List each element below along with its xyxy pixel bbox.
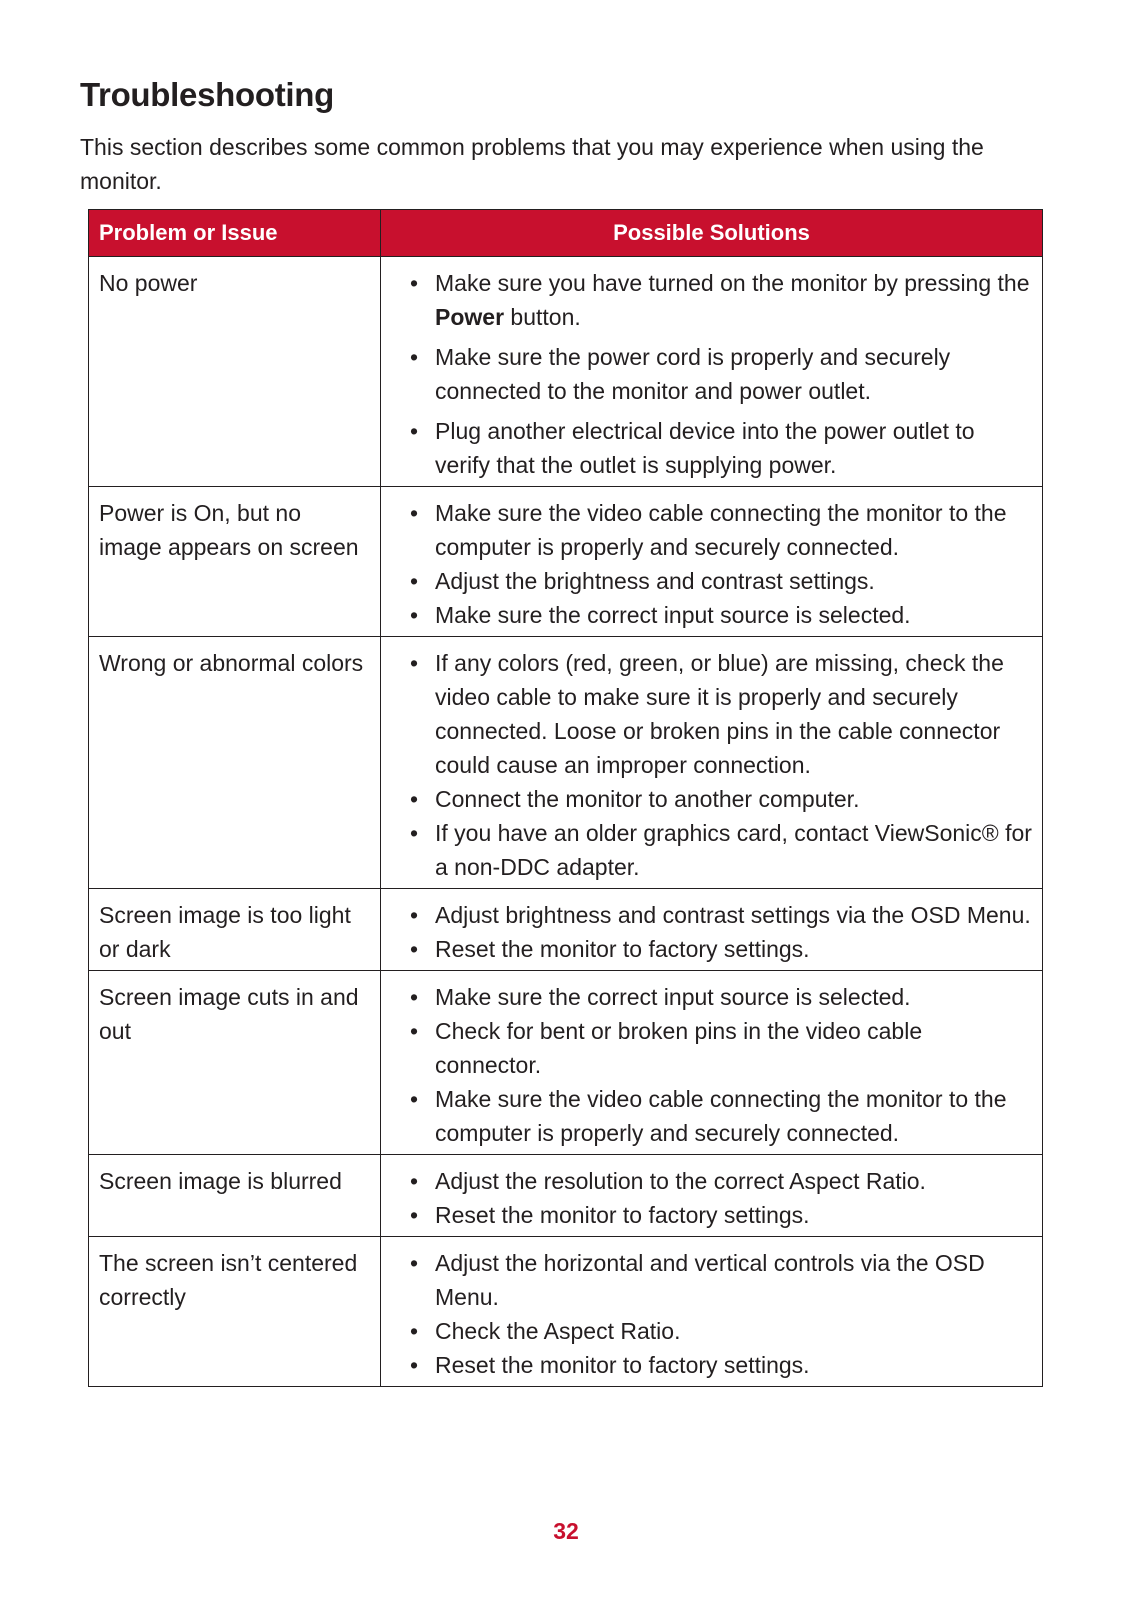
solution-item: • Reset the monitor to factory settings. xyxy=(391,932,1032,966)
header-problem: Problem or Issue xyxy=(89,210,381,257)
solution-list xyxy=(391,496,1032,632)
table-row xyxy=(89,487,1043,637)
table-row xyxy=(89,889,1043,971)
solution-list xyxy=(391,898,1032,966)
solutions-cell xyxy=(381,1237,1043,1387)
table-row xyxy=(89,971,1043,1155)
solution-item: • Adjust the horizontal and vertical controls via the OSD Menu. xyxy=(391,1246,1032,1314)
solution-item: • Make sure the video cable connecting the monitor to the computer is properly and securely connected. xyxy=(391,496,1032,564)
solution-item: • Check for bent or broken pins in the video cable connector. xyxy=(391,1014,1032,1082)
solutions-cell xyxy=(381,889,1043,971)
solution-item: • If you have an older graphics card, contact ViewSonic® for a non-DDC adapter. xyxy=(391,816,1032,884)
table-row xyxy=(89,1237,1043,1387)
table-row xyxy=(89,1155,1043,1237)
solution-list xyxy=(391,646,1032,884)
solution-list xyxy=(391,1164,1032,1232)
solutions-cell xyxy=(381,637,1043,889)
solution-item: • Make sure the correct input source is selected. xyxy=(391,598,1032,632)
problem-cell: The screen isn’t centered correctly xyxy=(89,1237,381,1387)
solution-item: • Plug another electrical device into the power outlet to verify that the outlet is supplying power. xyxy=(391,414,1032,482)
problem-cell: Screen image cuts in and out xyxy=(89,971,381,1155)
solution-item: • Make sure the power cord is properly and securely connected to the monitor and power outlet. xyxy=(391,340,1032,408)
solution-item: • Connect the monitor to another computer. xyxy=(391,782,1032,816)
solution-item: • Make sure the correct input source is selected. xyxy=(391,980,1032,1014)
page-number: 32 xyxy=(553,1518,579,1544)
table-row xyxy=(89,257,1043,487)
solution-text: button. xyxy=(504,304,581,330)
table-row xyxy=(89,637,1043,889)
table-header-row xyxy=(89,210,1043,257)
solution-item: • Adjust brightness and contrast settings via the OSD Menu. xyxy=(391,898,1032,932)
solution-item: • Check the Aspect Ratio. xyxy=(391,1314,1032,1348)
problem-cell: Wrong or abnormal colors xyxy=(89,637,381,889)
page-title: Troubleshooting xyxy=(80,76,334,113)
solutions-cell xyxy=(381,487,1043,637)
solution-item: • Adjust the resolution to the correct Aspect Ratio. xyxy=(391,1164,1032,1198)
solution-list xyxy=(391,266,1032,482)
solution-list xyxy=(391,980,1032,1150)
problem-cell: Screen image is too light or dark xyxy=(89,889,381,971)
solutions-cell xyxy=(381,1155,1043,1237)
problem-cell: Screen image is blurred xyxy=(89,1155,381,1237)
power-keyword: Power xyxy=(435,304,505,330)
solution-item: • Adjust the brightness and contrast settings. xyxy=(391,564,1032,598)
solution-item: • Make sure the video cable connecting the monitor to the computer is properly and securely connected. xyxy=(391,1082,1032,1150)
solution-item xyxy=(391,266,1032,334)
problem-cell: Power is On, but no image appears on screen xyxy=(89,487,381,637)
intro-paragraph: This section describes some common problems that you may experience when using the monitor. xyxy=(80,134,984,194)
problem-cell: No power xyxy=(89,257,381,487)
solution-list xyxy=(391,1246,1032,1382)
solution-item: • Reset the monitor to factory settings. xyxy=(391,1348,1032,1382)
solution-item: • Reset the monitor to factory settings. xyxy=(391,1198,1032,1232)
troubleshooting-table xyxy=(88,209,1043,1387)
header-solutions: Possible Solutions xyxy=(381,210,1043,257)
solution-text: Make sure you have turned on the monitor by pressing the xyxy=(435,270,1030,296)
solutions-cell xyxy=(381,971,1043,1155)
solution-item: • If any colors (red, green, or blue) are missing, check the video cable to make sure it is properly and securely connected. Loose or broken pins in the cable connector could cause an improper connection. xyxy=(391,646,1032,782)
solutions-cell xyxy=(381,257,1043,487)
